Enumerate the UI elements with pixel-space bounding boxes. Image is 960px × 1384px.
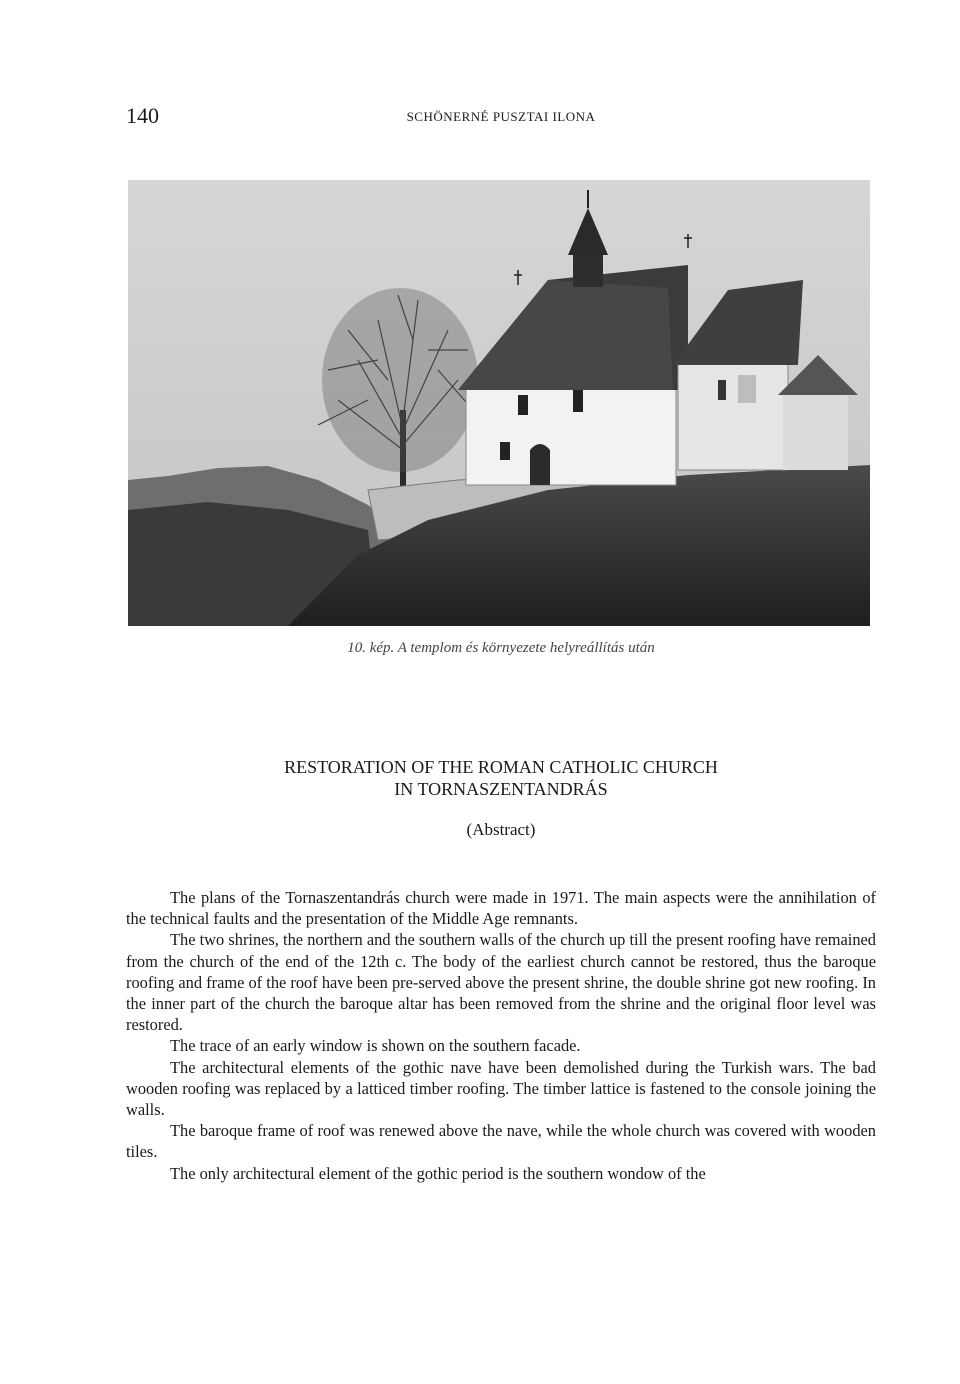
paragraph: The trace of an early window is shown on the southern facade.: [170, 1036, 581, 1056]
title-line-1: RESTORATION OF THE ROMAN CATHOLIC CHURCH: [284, 757, 718, 777]
paragraph: The baroque frame of roof was renewed above the nave, while the whole church was covered with wooden tiles.: [126, 1121, 876, 1162]
abstract-label: (Abstract): [466, 820, 536, 839]
paragraph: The only architectural element of the gothic period is the southern wondow of the: [170, 1163, 706, 1183]
running-head: SCHÖNERNÉ PUSZTAI ILONA: [406, 109, 596, 124]
paragraph: The architectural elements of the gothic nave have been demolished during the Turkish wars. The bad wooden roofing was replaced by a latticed timber roofing. The timber lattice is fastened to the console joining the walls.: [126, 1057, 876, 1120]
figure-caption: 10. kép. A templom és környezete helyreállítás után: [347, 640, 655, 656]
church-photograph: [128, 180, 870, 626]
abstract-body: [126, 887, 876, 1184]
page-number: 140: [126, 103, 159, 128]
page-header: [126, 103, 876, 133]
paragraph: The two shrines, the northern and the southern walls of the church up till the present roofing have remained from the church of the end of the 12th c. The body of the earliest church cannot be restored, thus the baroque roofing and frame of the roof have been pre-served above the present shrine, the double shrine got new roofing. In the inner part of the church the baroque altar has been removed from the shrine and the original floor level was restored.: [126, 930, 876, 1035]
title-line-2: IN TORNASZENTANDRÁS: [394, 779, 608, 799]
paragraph: The plans of the Tornaszentandrás church were made in 1971. The main aspects were the annihilation of the technical faults and the presentation of the Middle Age remnants.: [126, 888, 876, 929]
article-title: [126, 756, 876, 800]
